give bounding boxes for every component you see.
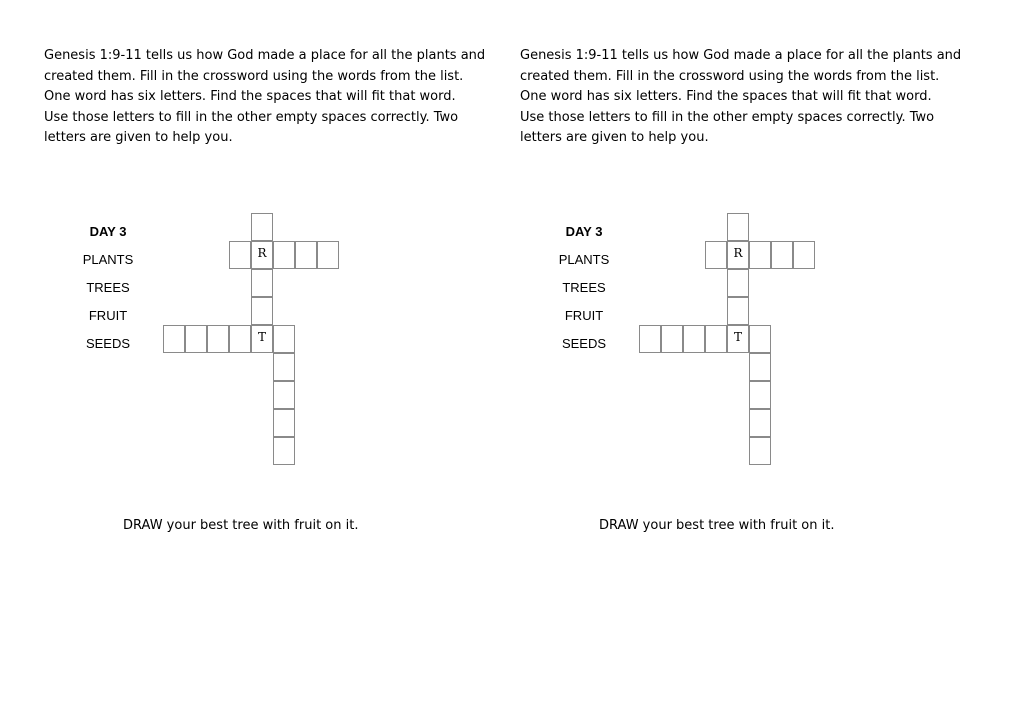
word-list-item: FRUIT (88, 308, 128, 323)
crossword-cell[interactable] (661, 325, 683, 353)
crossword-cell[interactable] (273, 353, 295, 381)
crossword-cell[interactable] (683, 325, 705, 353)
word-list-item: TREES (86, 280, 130, 295)
crossword-cell[interactable] (185, 325, 207, 353)
crossword-cell[interactable] (229, 325, 251, 353)
crossword-cell[interactable] (295, 241, 317, 269)
crossword-cell[interactable] (273, 325, 295, 353)
crossword-cell[interactable] (273, 241, 295, 269)
instructions-text: Genesis 1:9-11 tells us how God made a place for all the plants and created them. Fill in the crossword using the words from the list. One word has six letters. Find the spaces that will fit that word. Use those letters to fill in the other empty spaces correctly. Two letters are given to help you. (520, 48, 962, 145)
crossword-cell[interactable] (771, 241, 793, 269)
crossword-cell-given[interactable]: T (727, 325, 749, 353)
crossword-cell[interactable] (749, 241, 771, 269)
instructions-text: Genesis 1:9-11 tells us how God made a place for all the plants and created them. Fill in the crossword using the words from the list. One word has six letters. Find the spaces that will fit that word. Use those letters to fill in the other empty spaces correctly. Two letters are given to help you. (44, 48, 486, 145)
crossword-cell[interactable] (749, 325, 771, 353)
crossword-cell[interactable] (251, 297, 273, 325)
crossword-cell[interactable] (207, 325, 229, 353)
crossword-cell[interactable] (749, 437, 771, 465)
word-list-item: PLANTS (558, 252, 610, 267)
crossword-cell[interactable] (251, 213, 273, 241)
crossword-cell[interactable] (273, 437, 295, 465)
word-list-item: SEEDS (561, 336, 607, 351)
crossword-cell[interactable] (251, 269, 273, 297)
crossword-cell[interactable] (229, 241, 251, 269)
crossword-cell[interactable] (727, 269, 749, 297)
word-list-item: TREES (562, 280, 606, 295)
crossword-cell[interactable] (749, 353, 771, 381)
crossword-cell[interactable] (793, 241, 815, 269)
crossword-cell-given[interactable]: R (251, 241, 273, 269)
crossword-cell-given[interactable]: R (727, 241, 749, 269)
crossword-cell[interactable] (317, 241, 339, 269)
crossword-cell[interactable] (639, 325, 661, 353)
crossword-cell[interactable] (273, 409, 295, 437)
draw-prompt: DRAW your best tree with fruit on it. (123, 518, 359, 533)
crossword-cell[interactable] (705, 241, 727, 269)
worksheet-panel-right (520, 0, 1000, 724)
crossword-cell[interactable] (749, 381, 771, 409)
crossword-cell[interactable] (163, 325, 185, 353)
word-list-heading: DAY 3 (89, 224, 127, 239)
word-list-item: PLANTS (82, 252, 134, 267)
crossword-cell[interactable] (749, 409, 771, 437)
crossword-cell[interactable] (273, 381, 295, 409)
crossword-cell-given[interactable]: T (251, 325, 273, 353)
word-list-heading: DAY 3 (565, 224, 603, 239)
word-list-item: SEEDS (85, 336, 131, 351)
draw-prompt: DRAW your best tree with fruit on it. (599, 518, 835, 533)
crossword-cell[interactable] (705, 325, 727, 353)
worksheet-panel-left (44, 0, 524, 724)
crossword-cell[interactable] (727, 297, 749, 325)
word-list-item: FRUIT (564, 308, 604, 323)
crossword-cell[interactable] (727, 213, 749, 241)
